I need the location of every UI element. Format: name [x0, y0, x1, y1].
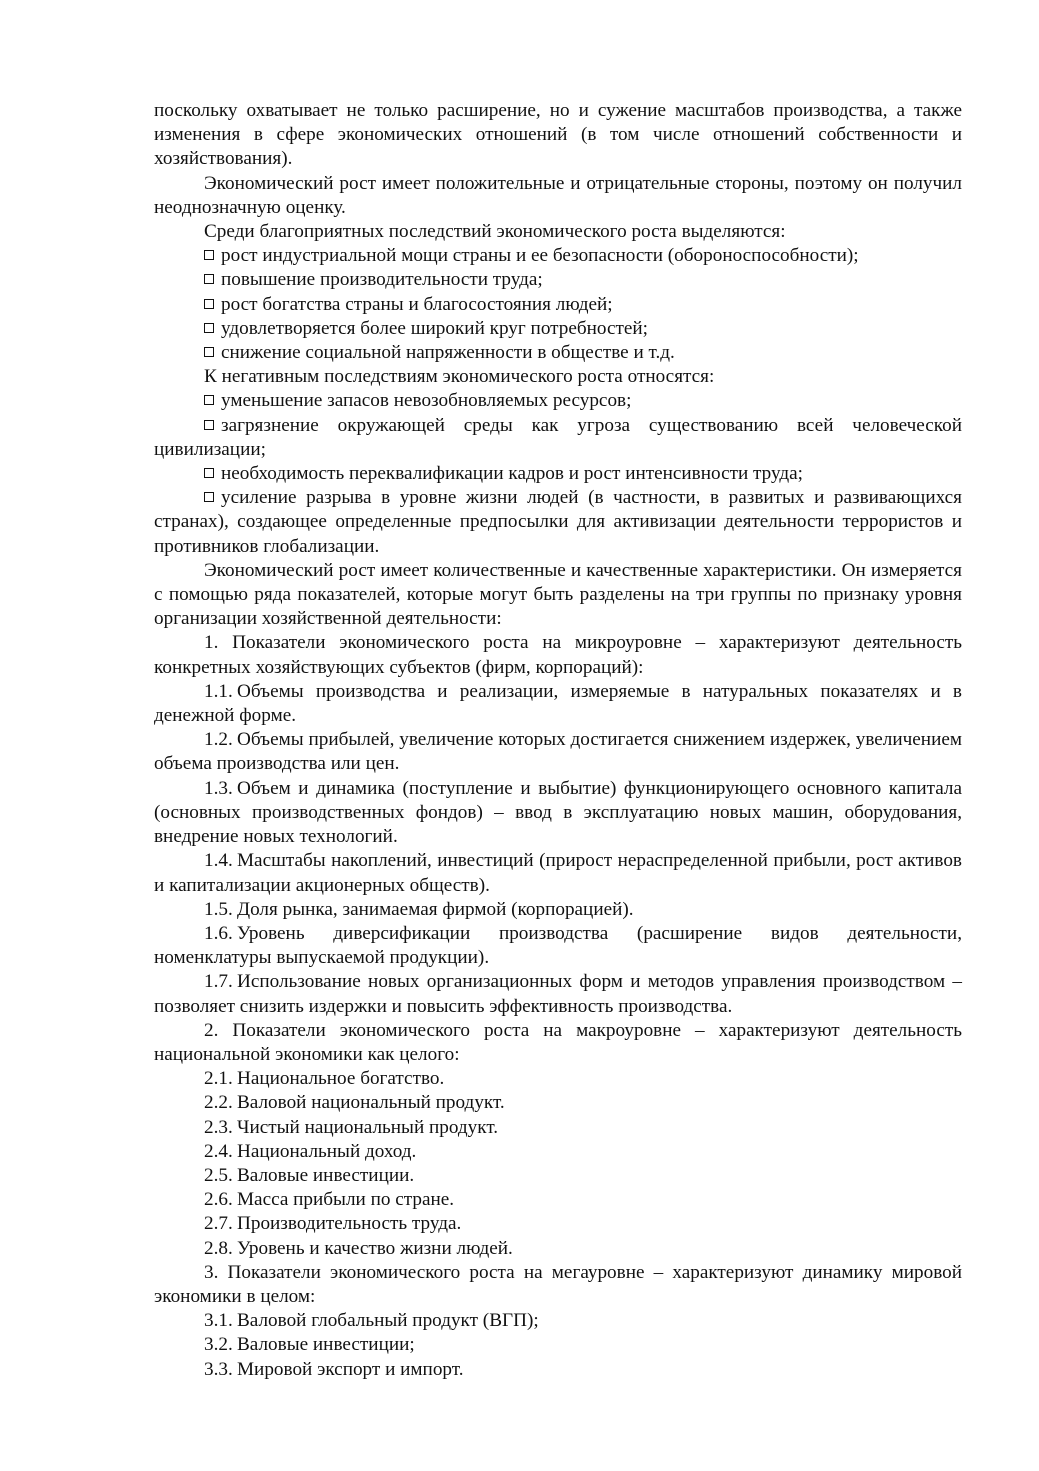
bullet-text: рост богатства страны и благосостояния людей;	[221, 293, 613, 315]
bullet-item	[154, 244, 962, 268]
sub-item	[154, 1212, 962, 1236]
numbered-item	[154, 1261, 962, 1309]
square-bullet-icon	[204, 299, 214, 309]
item-number: 1.	[204, 632, 219, 654]
paragraph-text: К негативным последствиям экономического роста относятся:	[204, 366, 715, 388]
sub-item	[154, 1140, 962, 1164]
paragraph-text: поскольку охватывает не только расширение, но и сужение масштабов производства, а также изменения в сфере экономических отношений (в том числе отношений собственности и хозяйствования).	[154, 100, 962, 170]
sub-item	[154, 680, 962, 728]
square-bullet-icon	[204, 420, 214, 430]
bullet-text: снижение социальной напряженности в обществе и т.д.	[221, 342, 675, 364]
sub-item-number: 2.3.	[204, 1116, 233, 1138]
sub-item	[154, 922, 962, 970]
sub-item-text: Чистый национальный продукт.	[237, 1116, 499, 1138]
sub-item	[154, 777, 962, 850]
paragraph	[154, 220, 962, 244]
paragraph-text: Среди благоприятных последствий экономического роста выделяются:	[204, 221, 786, 243]
paragraph	[154, 99, 962, 172]
square-bullet-icon	[204, 347, 214, 357]
paragraph-text: Экономический рост имеет положительные и отрицательные стороны, поэтому он получил неоднозначную оценку.	[154, 172, 962, 218]
sub-item-number: 2.8.	[204, 1237, 233, 1259]
paragraph-text: Экономический рост имеет количественные и качественные характеристики. Он измеряется с помощью ряда показателей, которые могут быть разделены на три группы по признаку уровня организации хозяйственной деятельности:	[154, 559, 962, 630]
item-number: 3.	[204, 1261, 219, 1283]
sub-item-text: Масса прибыли по стране.	[237, 1189, 455, 1211]
sub-item-number: 2.2.	[204, 1092, 233, 1114]
sub-item-text: Масштабы накоплений, инвестиций (прирост нераспределенной прибыли, рост активов и капитализации акционерных обществ).	[154, 850, 962, 896]
bullet-text: повышение производительности труда;	[221, 269, 543, 291]
sub-item	[154, 1358, 962, 1382]
sub-item-number: 1.7.	[204, 971, 233, 993]
sub-item-text: Использование новых организационных форм и методов управления производством – позволяет снизить издержки и повысить эффективность производства.	[154, 971, 962, 1017]
sub-item	[154, 1091, 962, 1115]
sub-item	[154, 1067, 962, 1091]
square-bullet-icon	[204, 250, 214, 260]
bullet-item	[154, 414, 962, 462]
sub-item-number: 1.3.	[204, 777, 233, 799]
sub-item-text: Уровень диверсификации производства (расширение видов деятельности, номенклатуры выпускаемой продукции).	[154, 922, 962, 969]
sub-item-number: 3.1.	[204, 1310, 233, 1332]
sub-item-number: 2.4.	[204, 1140, 233, 1162]
sub-item	[154, 1116, 962, 1140]
bullet-text: уменьшение запасов невозобновляемых ресурсов;	[221, 390, 632, 412]
item-number: 2.	[204, 1019, 219, 1041]
sub-item-text: Национальный доход.	[237, 1140, 417, 1162]
sub-item-text: Мировой экспорт и импорт.	[237, 1358, 464, 1380]
sub-item-number: 2.7.	[204, 1213, 233, 1235]
item-text: Показатели экономического роста на макроуровне – характеризуют деятельность национальной экономики как целого:	[154, 1019, 963, 1065]
sub-item	[154, 970, 962, 1018]
sub-item	[154, 1309, 962, 1333]
sub-item-text: Производительность труда.	[237, 1213, 462, 1235]
sub-item-number: 1.4.	[204, 850, 233, 872]
item-text: Показатели экономического роста на мегауровне – характеризуют динамику мировой экономики в целом:	[154, 1261, 962, 1307]
sub-item-text: Объем и динамика (поступление и выбытие) функционирующего основного капитала (основных производственных фондов) – ввод в эксплуатацию новых машин, оборудования, внедрение новых технологий.	[154, 777, 962, 848]
item-text: Показатели экономического роста на микроуровне – характеризуют деятельность конкретных хозяйствующих субъектов (фирм, корпораций):	[154, 632, 962, 678]
sub-item-number: 1.6.	[204, 922, 233, 944]
sub-item-text: Объемы прибылей, увеличение которых достигается снижением издержек, увеличением объема производства или цен.	[154, 729, 962, 775]
sub-item-text: Валовой глобальный продукт (ВГП);	[237, 1310, 539, 1332]
sub-item-number: 2.6.	[204, 1189, 233, 1211]
paragraph	[154, 365, 962, 389]
sub-item	[154, 1333, 962, 1357]
sub-item-text: Валовые инвестиции.	[237, 1164, 415, 1186]
sub-item	[154, 728, 962, 776]
sub-item	[154, 1164, 962, 1188]
numbered-item	[154, 1019, 962, 1067]
sub-item	[154, 1188, 962, 1212]
sub-item-number: 2.1.	[204, 1068, 233, 1090]
sub-item-number: 3.2.	[204, 1334, 233, 1356]
square-bullet-icon	[204, 492, 214, 502]
paragraph	[154, 559, 962, 632]
bullet-text: усиление разрыва в уровне жизни людей (в частности, в развитых и развивающихся странах), создающее определенные предпосылки для активизации деятельности террористов и противников глобализации.	[154, 487, 962, 557]
square-bullet-icon	[204, 395, 214, 405]
sub-item-number: 1.2.	[204, 729, 233, 751]
bullet-item	[154, 341, 962, 365]
sub-item-text: Уровень и качество жизни людей.	[237, 1237, 513, 1259]
sub-item-number: 2.5.	[204, 1164, 233, 1186]
bullet-text: загрязнение окружающей среды как угроза существованию всей человеческой цивилизации;	[154, 414, 962, 460]
bullet-text: необходимость переквалификации кадров и рост интенсивности труда;	[221, 463, 804, 485]
sub-item-number: 1.5.	[204, 898, 233, 920]
bullet-item	[154, 486, 962, 559]
sub-item-text: Национальное богатство.	[237, 1068, 445, 1090]
square-bullet-icon	[204, 468, 214, 478]
paragraph	[154, 172, 962, 220]
numbered-item	[154, 631, 962, 679]
sub-item	[154, 1237, 962, 1261]
bullet-text: удовлетворяется более широкий круг потребностей;	[221, 317, 649, 339]
bullet-item	[154, 389, 962, 413]
sub-item-number: 3.3.	[204, 1358, 233, 1380]
sub-item-text: Валовой национальный продукт.	[237, 1092, 505, 1114]
sub-item-text: Доля рынка, занимаемая фирмой (корпорацией).	[237, 898, 634, 920]
bullet-item	[154, 293, 962, 317]
bullet-text: рост индустриальной мощи страны и ее безопасности (обороноспособности);	[221, 245, 859, 267]
bullet-item	[154, 317, 962, 341]
bullet-item	[154, 268, 962, 292]
sub-item-text: Валовые инвестиции;	[237, 1334, 415, 1356]
sub-item-text: Объемы производства и реализации, измеряемые в натуральных показателях и в денежной форме.	[154, 680, 962, 727]
square-bullet-icon	[204, 274, 214, 284]
document-page	[154, 99, 962, 1382]
square-bullet-icon	[204, 323, 214, 333]
bullet-item	[154, 462, 962, 486]
sub-item-number: 1.1.	[204, 680, 233, 702]
sub-item	[154, 849, 962, 897]
sub-item	[154, 898, 962, 922]
